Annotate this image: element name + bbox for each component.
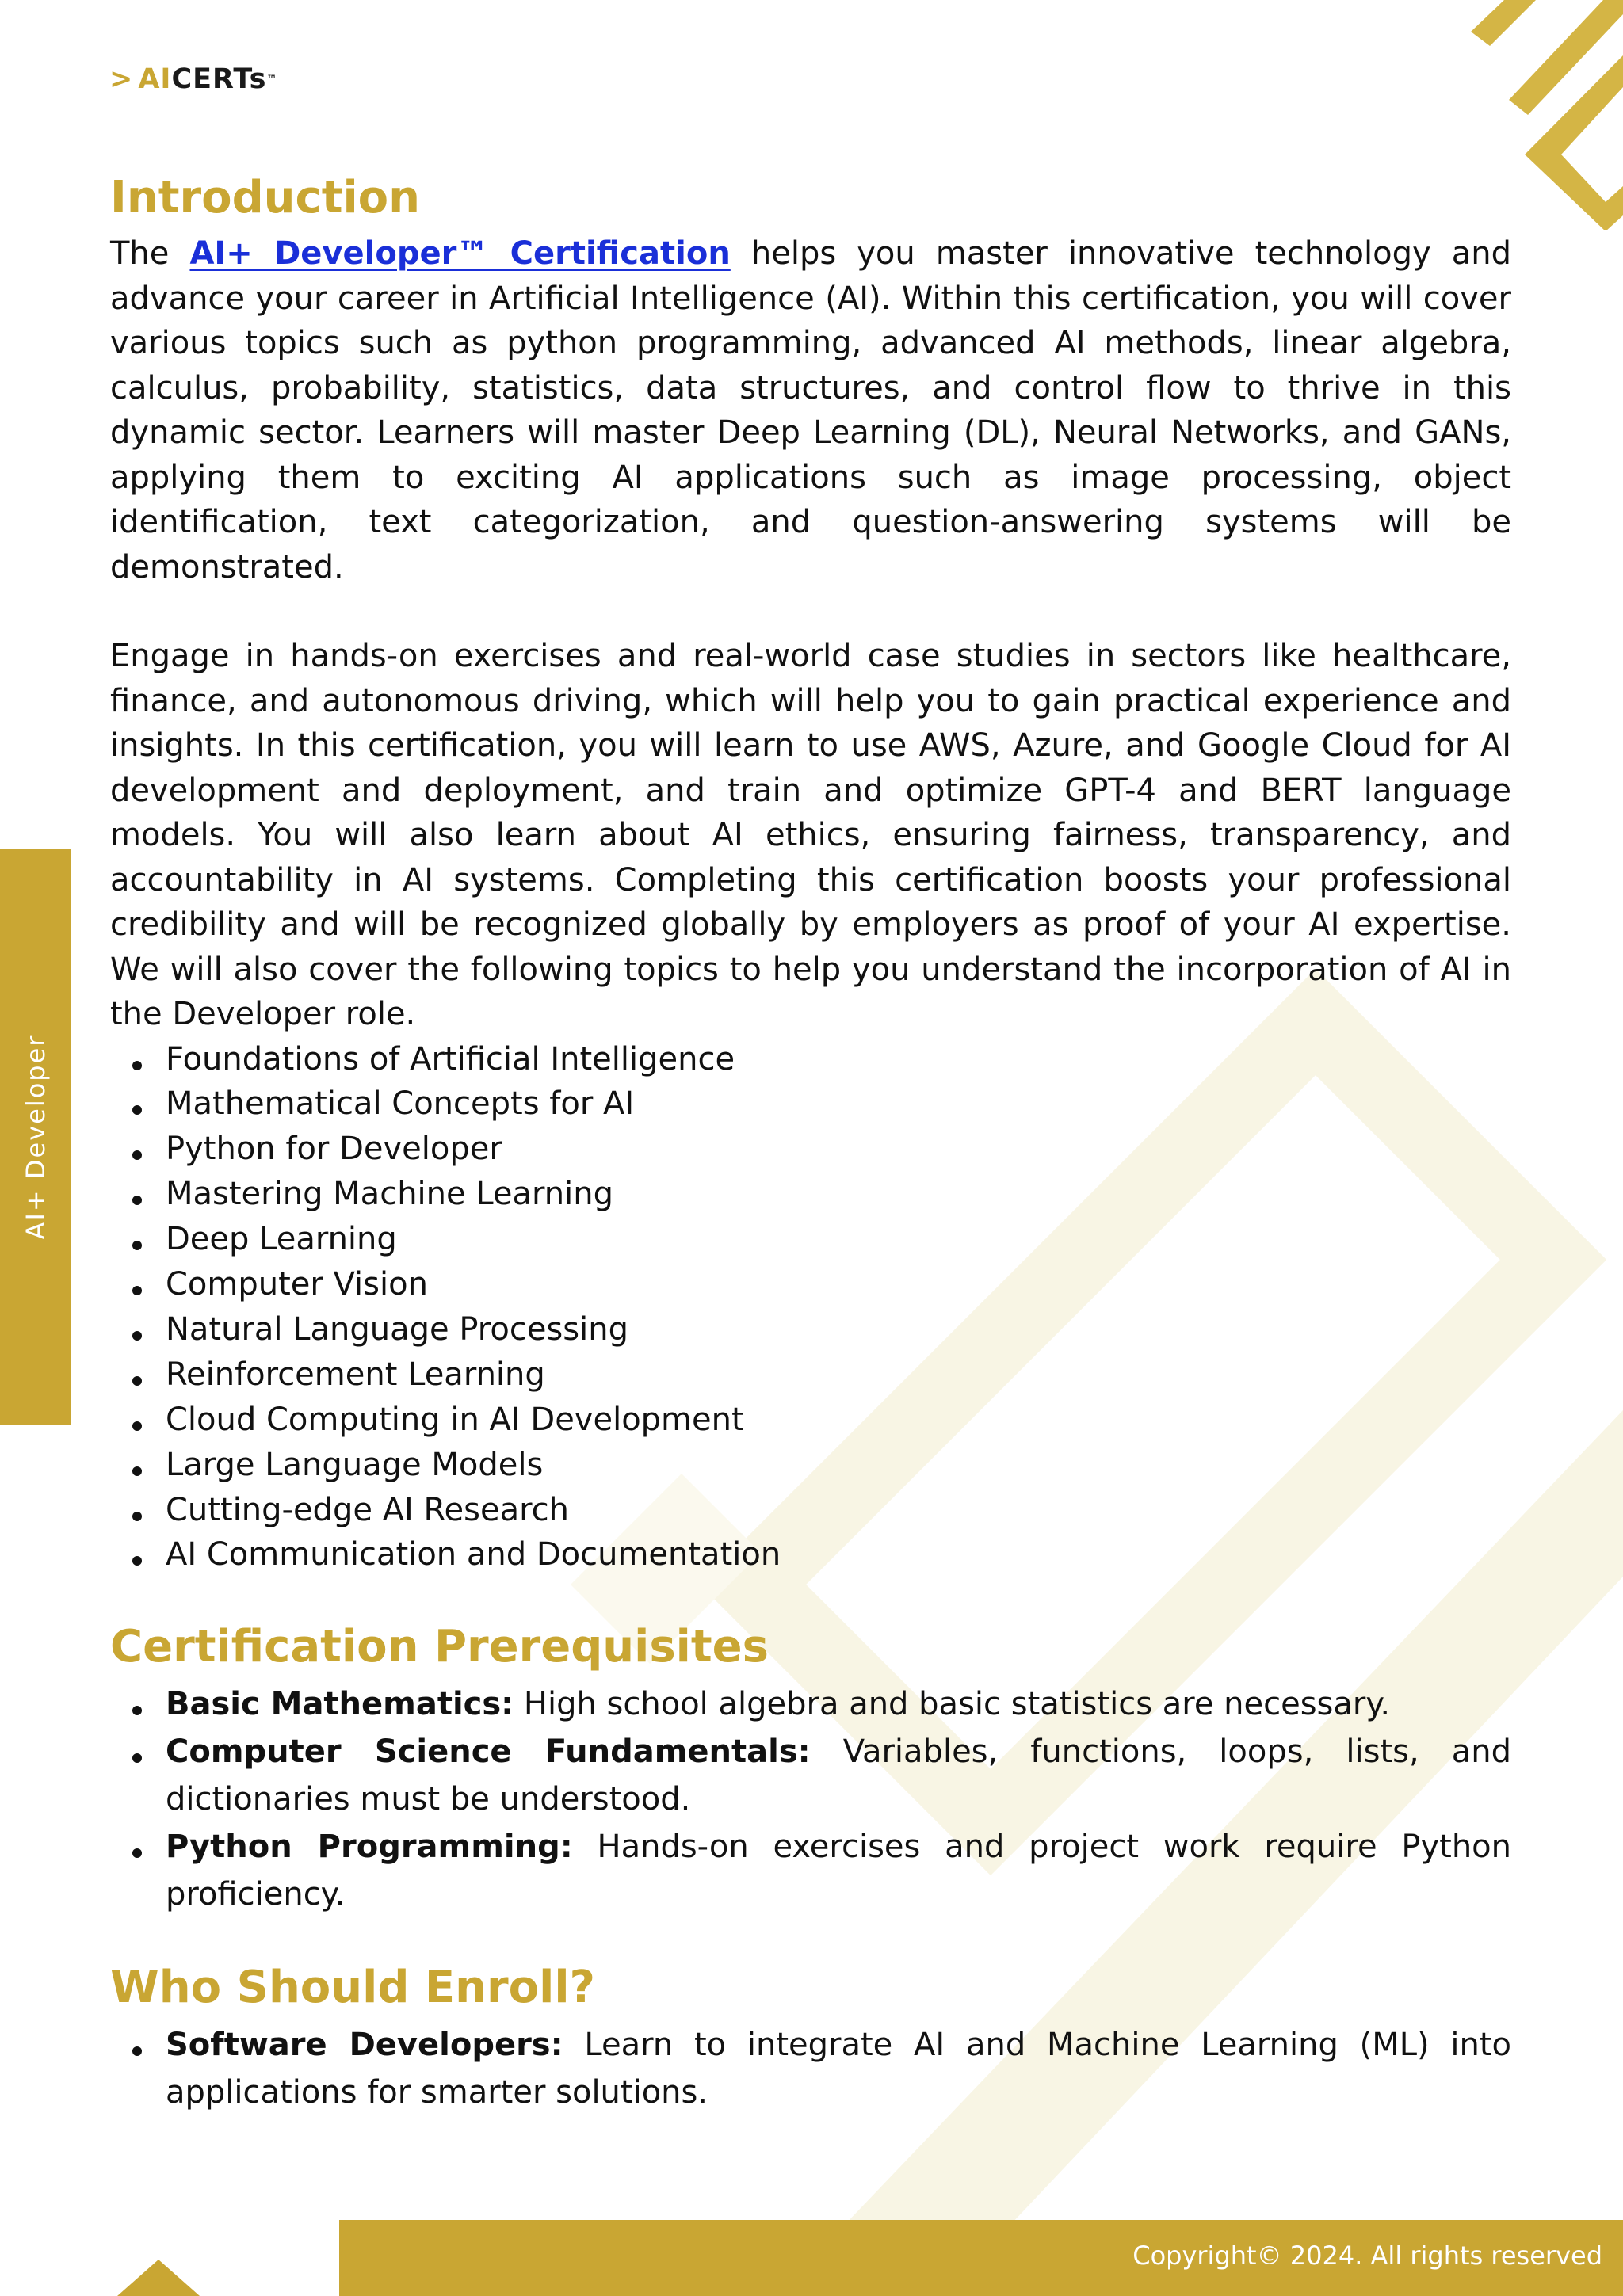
introduction-paragraph-2: Engage in hands-on exercises and real-world case studies in sectors like healthcare, finance, and autonomous driving, which will help you to gain practical experience and insights. In this certification, you will learn to use AWS, Azure, and Google Cloud for AI development and deployment, and train and optimize GPT-4 and BERT language models. You will also learn about AI ethics, ensuring fairness, transparency, and accountability in AI systems. Completing this certification boosts your professional credibility and will be recognized globally by employers as proof of your AI expertise. We will also cover the following topics to help you understand the incorporation of AI in the Developer role. xyxy=(110,638,1511,1032)
list-item: Python for Developer xyxy=(110,1127,1511,1172)
logo-certs-text: CERTs xyxy=(171,63,267,95)
logo-ai-text: AI xyxy=(138,63,172,95)
list-item-title: Computer Science Fundamentals: xyxy=(166,1733,811,1771)
list-item-text: High school algebra and basic statistics are necessary. xyxy=(514,1686,1391,1723)
prerequisites-heading: Certification Prerequisites xyxy=(110,1621,769,1673)
footer-bar xyxy=(339,2220,1623,2296)
para1-rest: helps you master innovative technology and advance your career in Artificial Intelligence (AI). Within this certification, you will cover various topics such as python programming, advanced AI methods, linear algebra, calculus, probability, statistics, data structures, and control flow to thrive in this dynamic sector. Learners will master Deep Learning (DL), Neural Networks, and GANs, applying them to exciting AI applications such as image processing, object identification, text categorization, and question-answering systems will be demonstrated. xyxy=(110,235,1512,585)
side-tab-label: AI+ Developer xyxy=(21,1034,51,1240)
list-item: Natural Language Processing xyxy=(110,1307,1511,1352)
list-item xyxy=(110,1728,1511,1823)
list-item-title: Software Developers: xyxy=(166,2027,563,2064)
list-item-title: Basic Mathematics: xyxy=(166,1686,514,1723)
list-item-text: Learn to integrate AI and Machine Learning (ML) into applications for smarter solutions. xyxy=(166,2027,1512,2111)
list-item xyxy=(110,1680,1511,1728)
page-number-triangle xyxy=(117,2260,200,2296)
certification-link[interactable]: AI+ Developer™ Certification xyxy=(189,235,731,272)
list-item xyxy=(110,1823,1511,1918)
enroll-heading: Who Should Enroll? xyxy=(110,1962,596,2014)
list-item: Cloud Computing in AI Development xyxy=(110,1398,1511,1443)
introduction-paragraph-1 xyxy=(110,231,1511,589)
list-item-text: Variables, functions, loops, lists, and dictionaries must be understood. xyxy=(166,1733,1511,1818)
list-item: Computer Vision xyxy=(110,1262,1511,1307)
list-item: Foundations of Artificial Intelligence xyxy=(110,1037,1511,1082)
list-item: Mathematical Concepts for AI xyxy=(110,1081,1511,1127)
list-item: AI Communication and Documentation xyxy=(110,1532,1511,1577)
aicerts-logo xyxy=(109,63,278,95)
enroll-list xyxy=(110,2021,1511,2116)
list-item-text: Hands-on exercises and project work require Python proficiency. xyxy=(166,1829,1511,1913)
side-tab xyxy=(0,849,71,1425)
copyright-text: Copyright© 2024. All rights reserved xyxy=(1132,2241,1602,2271)
list-item xyxy=(110,2021,1511,2116)
list-item: Large Language Models xyxy=(110,1443,1511,1488)
introduction-heading: Introduction xyxy=(110,172,421,223)
list-item: Reinforcement Learning xyxy=(110,1352,1511,1398)
list-item: Deep Learning xyxy=(110,1217,1511,1262)
logo-trademark: ™ xyxy=(266,73,278,86)
para1-prefix: The xyxy=(110,235,190,272)
document-content xyxy=(110,165,1511,2116)
list-item: Mastering Machine Learning xyxy=(110,1172,1511,1217)
list-item-title: Python Programming: xyxy=(166,1829,573,1866)
topic-list xyxy=(110,1037,1511,1578)
list-item: Cutting-edge AI Research xyxy=(110,1488,1511,1533)
logo-mark-icon: > xyxy=(109,63,134,95)
prerequisites-list xyxy=(110,1680,1511,1918)
